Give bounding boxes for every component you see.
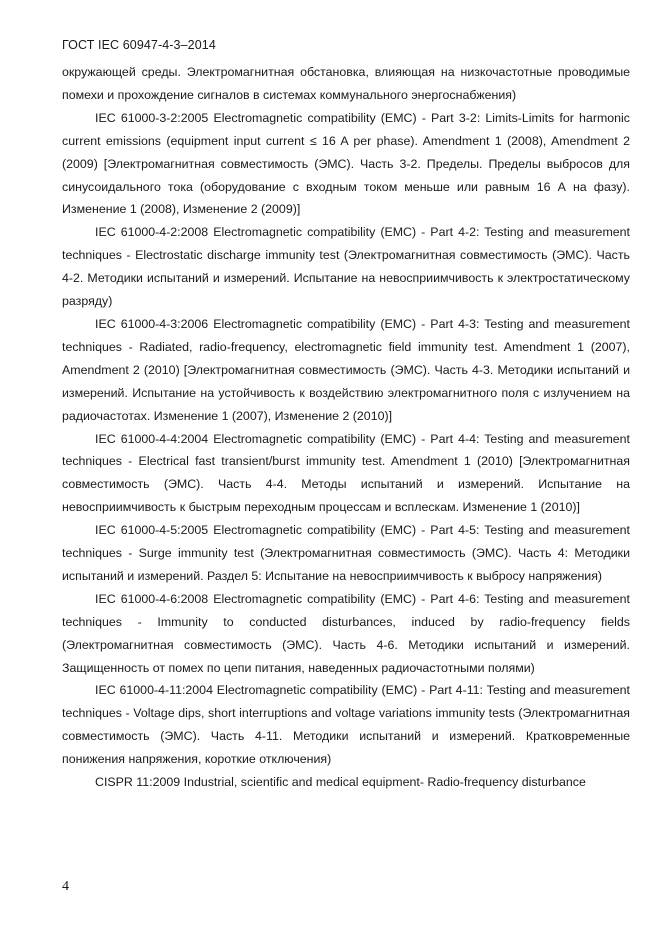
reference-iec-61000-4-6: IEC 61000-4-6:2008 Electromagnetic compatibility (EMC) - Part 4-6: Testing and measurement techniques - Immunity to conducted disturbances, induced by radio-frequency fields (Электромагнитная совместимость (ЭМС). Часть 4-6. Методики испытаний и измерений. Защищенность от помех по цепи питания, наведенных радиочастотными полями) bbox=[62, 591, 630, 675]
paragraph-continuation: окружающей среды. Электромагнитная обстановка, влияющая на низкочастотные проводимые помехи и прохождение сигналов в системах коммунального энергоснабжения) bbox=[62, 65, 630, 102]
page-number: 4 bbox=[62, 879, 69, 894]
reference-iec-61000-4-11: IEC 61000-4-11:2004 Electromagnetic compatibility (EMC) - Part 4-11: Testing and measurement techniques - Voltage dips, short interruptions and voltage variations immunity tests (Электромагнитная совместимость (ЭМС). Часть 4-11. Методики испытаний и измерений. Кратковременные понижения напряжения, короткие отключения) bbox=[62, 683, 630, 767]
reference-iec-61000-4-4: IEC 61000-4-4:2004 Electromagnetic compatibility (EMC) - Part 4-4: Testing and measurement techniques - Electrical fast transient/burst immunity test. Amendment 1 (2010) [Электромагнитная совместимость (ЭМС). Часть 4-4. Методы испытаний и измерений. Испытание на невосприимчивость к быстрым переходным процессам и всплескам. Изменение 1 (2010)] bbox=[62, 431, 630, 515]
document-header: ГОСТ IEC 60947-4-3–2014 bbox=[62, 38, 216, 52]
reference-cispr-11: CISPR 11:2009 Industrial, scientific and medical equipment- Radio-frequency disturbance bbox=[95, 775, 586, 790]
reference-iec-61000-3-2: IEC 61000-3-2:2005 Electromagnetic compatibility (EMC) - Part 3-2: Limits-Limits for harmonic current emissions (equipment input current ≤ 16 A per phase). Amendment 1 (2008), Amendment 2 (2009) [Электромагнитная совместимость (ЭМС). Часть 3-2. Пределы. Пределы выбросов для синусоидального тока (оборудование с входным током меньше или равным 16 А на фазу). Изменение 1 (2008), Изменение 2 (2009)] bbox=[62, 110, 630, 217]
reference-iec-61000-4-5: IEC 61000-4-5:2005 Electromagnetic compatibility (EMC) - Part 4-5: Testing and measurement techniques - Surge immunity test (Электромагнитная совместимость (ЭМС). Часть 4: Методики испытаний и измерений. Раздел 5: Испытание на невосприимчивость к выбросу напряжения) bbox=[62, 523, 630, 583]
reference-iec-61000-4-2: IEC 61000-4-2:2008 Electromagnetic compatibility (EMC) - Part 4-2: Testing and measurement techniques - Electrostatic discharge immunity test (Электромагнитная совместимость (ЭМС). Часть 4-2. Методики испытаний и измерений. Испытание на невосприимчивость к электростатическому разряду) bbox=[62, 225, 630, 309]
document-body bbox=[62, 61, 630, 794]
reference-iec-61000-4-3: IEC 61000-4-3:2006 Electromagnetic compatibility (EMC) - Part 4-3: Testing and measurement techniques - Radiated, radio-frequency, electromagnetic field immunity test. Amendment 1 (2007), Amendment 2 (2010) [Электромагнитная совместимость (ЭМС). Часть 4-3. Методики испытаний и измерений. Испытание на устойчивость к воздействию электромагнитного поля с излучением на радиочастотах. Изменение 1 (2007), Изменение 2 (2010)] bbox=[62, 316, 630, 423]
